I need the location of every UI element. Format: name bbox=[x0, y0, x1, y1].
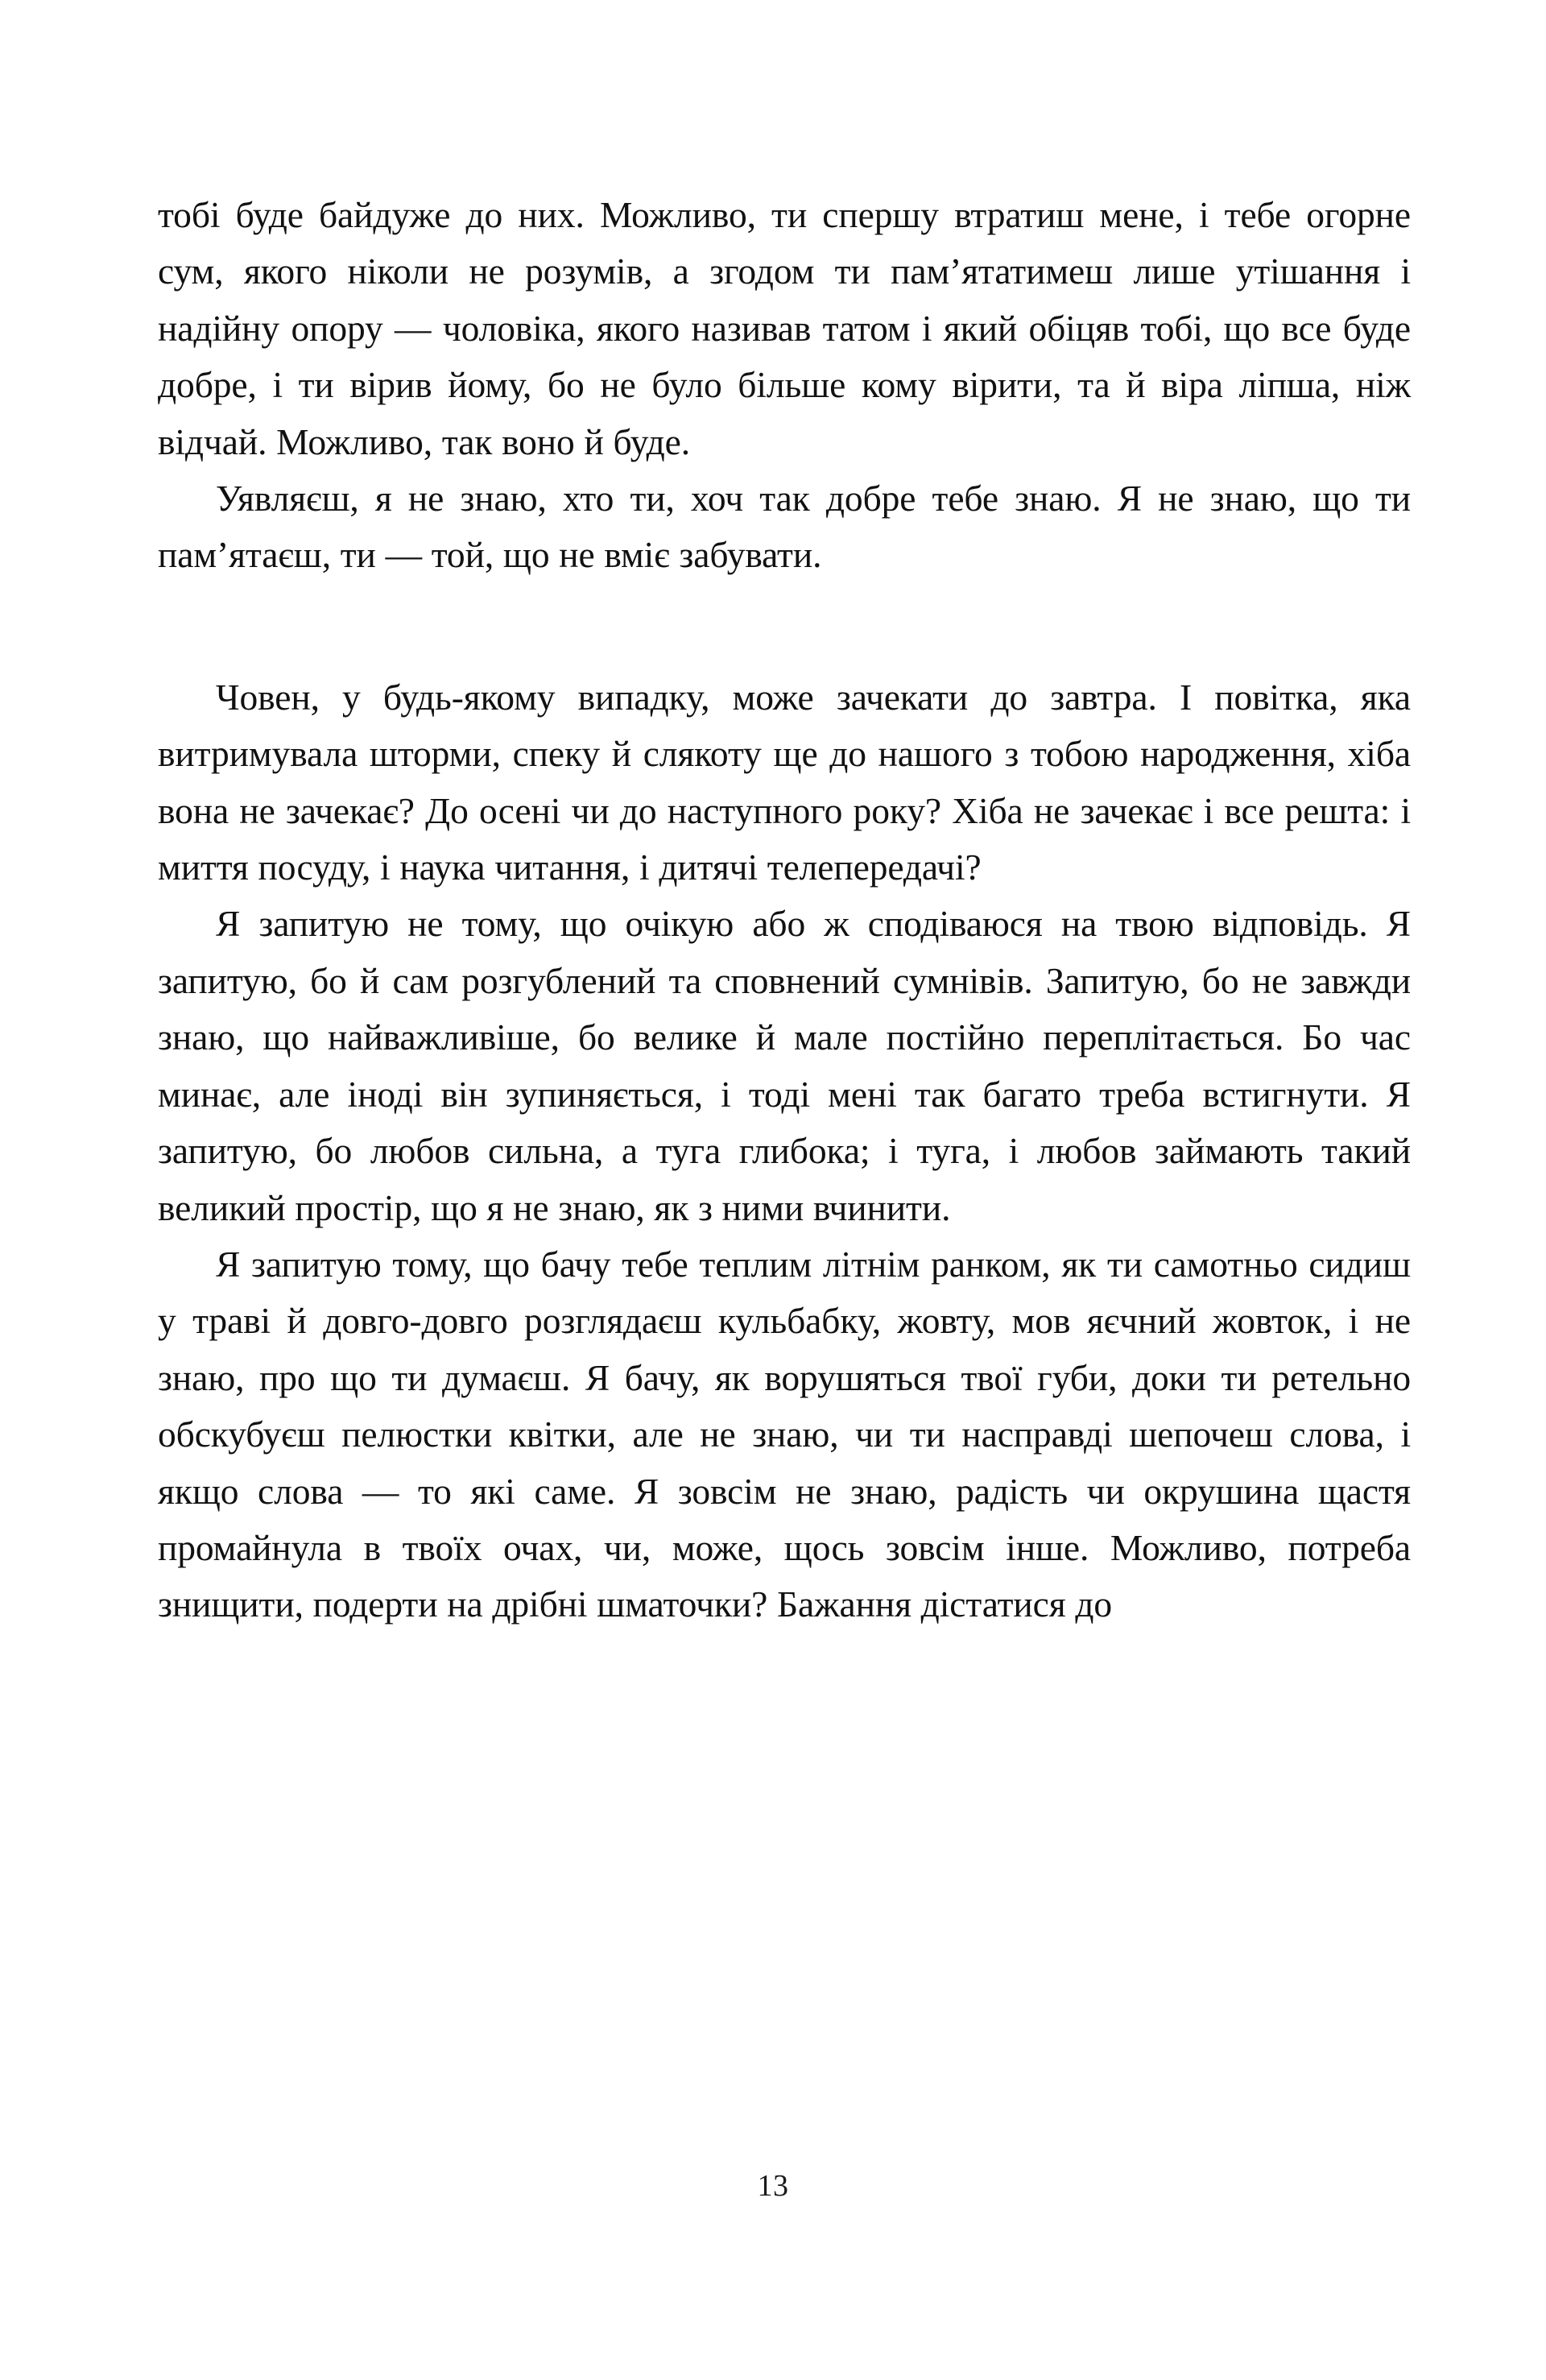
section-break-spacer bbox=[158, 584, 1411, 669]
paragraph-continuation: тобі буде байдуже до них. Можливо, ти спершу втратиш мене, і тебе огорне сум, якого ніколи не розумів, а згодом ти пам’ятатимеш лише утішання і надійну опору — чоловіка, якого називав татом і який обіцяв тобі, що все буде добре, і ти вірив йому, бо не було більше кому вірити, та й віра ліпша, ніж відчай. Можливо, так воно й буде. bbox=[158, 194, 1411, 462]
paragraph-ya-zapytuyu-ne-tomu: Я запитую не тому, що очікую або ж сподіваюся на твою відповідь. Я запитую, бо й сам розгублений та сповнений сумнівів. Запитую, бо не завжди знаю, що найважливіше, бо велике й мале постійно переплітається. Бо час минає, але іноді він зупиняється, і тоді мені так багато треба встигнути. Я запитую, бо любов сильна, а туга глибока; і туга, і любов займають такий великий простір, що я не знаю, як з ними вчинити. bbox=[158, 903, 1411, 1228]
paragraph-choven: Човен, у будь-якому випадку, може зачекати до завтра. І повітка, яка витримувала шторми, спеку й слякоту ще до нашого з тобою народження, хіба вона не зачекає? До осені чи до наступного року? Хіба не зачекає і все решта: і миття посуду, і наука читання, і дитячі телепередачі? bbox=[158, 676, 1411, 888]
paragraph-uyavlyaesh: Уявляєш, я не знаю, хто ти, хоч так добре тебе знаю. Я не знаю, що ти пам’ятаєш, ти — той, що не вміє забувати. bbox=[158, 478, 1411, 576]
page-number-folio: 13 bbox=[757, 2169, 789, 2203]
section-two bbox=[158, 669, 1411, 1633]
paragraph-ya-zapytuyu-tomu: Я запитую тому, що бачу тебе теплим літнім ранком, як ти самотньо сидиш у траві й довго-довго розглядаєш кульбабку, жовту, мов яєчний жовток, і не знаю, про що ти думаєш. Я бачу, як ворушяться твої губи, доки ти ретельно обскубуєш пелюстки квітки, але не знаю, чи ти насправді шепочеш слова, і якщо слова — то які саме. Я зовсім не знаю, радість чи окрушина щастя промайнула в твоїх очах, чи, може, щось зовсім інше. Можливо, потреба знищити, подерти на дрібні шматочки? Бажання дістатися до bbox=[158, 1243, 1411, 1625]
page-text-block bbox=[158, 187, 1411, 1633]
section-one bbox=[158, 187, 1411, 584]
